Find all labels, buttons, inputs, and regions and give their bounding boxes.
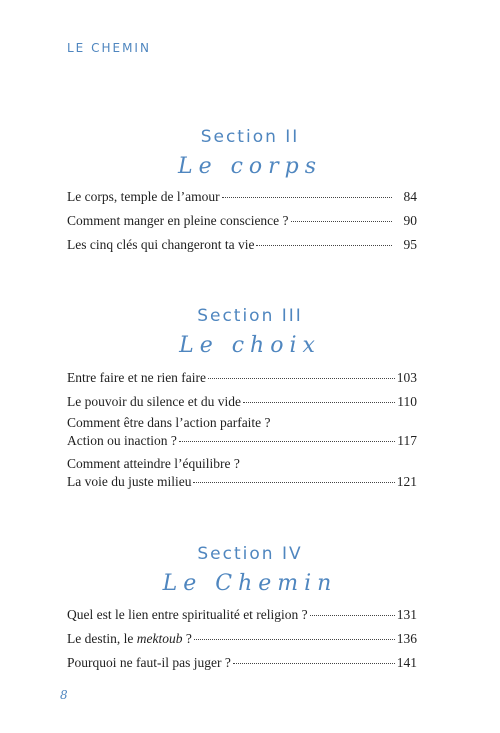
toc-entry-title-part: ? xyxy=(182,631,192,646)
page-number: 8 xyxy=(60,688,68,702)
toc-page-number: 141 xyxy=(396,655,417,670)
toc-entry-title-part: Le destin, le xyxy=(67,631,137,646)
toc-entry[interactable] xyxy=(67,473,417,491)
toc-entry[interactable] xyxy=(67,606,417,624)
section-title: Le Chemin xyxy=(162,571,338,596)
toc-page-number: 84 xyxy=(403,189,417,204)
dot-leader xyxy=(233,663,395,664)
toc-entry-title: Comment être dans l’action parfaite ? xyxy=(67,415,271,430)
toc-entry-title: La voie du juste milieu xyxy=(67,474,192,489)
toc-entry-title: Comment manger en pleine conscience ? xyxy=(67,213,289,228)
toc-entry-line1[interactable] xyxy=(67,455,417,473)
toc-entry[interactable] xyxy=(67,630,417,648)
section-label: Section III xyxy=(197,306,303,326)
toc-entry-title: Entre faire et ne rien faire xyxy=(67,370,207,385)
toc-entry-title xyxy=(67,630,192,648)
toc-entry-line1[interactable] xyxy=(67,414,417,432)
toc-page-number: 95 xyxy=(403,237,417,252)
toc-page-number: 103 xyxy=(396,370,417,385)
toc-page-number: 136 xyxy=(396,631,417,646)
section-heading-4 xyxy=(0,543,500,599)
toc-entry-title: Le corps, temple de l’amour xyxy=(67,189,220,204)
section-heading-2 xyxy=(0,126,500,182)
toc-entry[interactable] xyxy=(67,212,417,230)
toc-page-number: 90 xyxy=(403,213,417,228)
toc-entry[interactable] xyxy=(67,236,417,254)
dot-leader xyxy=(243,402,395,403)
running-head: LE CHEMIN xyxy=(67,41,151,55)
section-title: Le corps xyxy=(177,154,323,179)
section-heading-3 xyxy=(0,305,500,361)
dot-leader xyxy=(194,639,395,640)
toc-entry[interactable] xyxy=(67,654,417,672)
toc-page-number: 121 xyxy=(396,474,417,489)
toc-entry-title: Le pouvoir du silence et du vide xyxy=(67,394,241,409)
toc-entry-title: Comment atteindre l’équilibre ? xyxy=(67,456,240,471)
dot-leader xyxy=(179,441,395,442)
section-title: Le choix xyxy=(179,333,321,358)
dot-leader xyxy=(310,615,395,616)
toc-entry-title: Quel est le lien entre spiritualité et religion ? xyxy=(67,607,308,622)
toc-entry-title: Pourquoi ne faut-il pas juger ? xyxy=(67,655,231,670)
toc-entry[interactable] xyxy=(67,369,417,387)
toc-page-number: 117 xyxy=(397,433,417,448)
toc-page-number: 110 xyxy=(397,394,417,409)
toc-entry-title: Les cinq clés qui changeront ta vie xyxy=(67,237,255,252)
toc-page-number: 131 xyxy=(396,607,417,622)
toc-entry[interactable] xyxy=(67,432,417,450)
section-label: Section II xyxy=(200,127,300,147)
dot-leader xyxy=(222,197,392,198)
dot-leader xyxy=(256,245,391,246)
dot-leader xyxy=(208,378,395,379)
toc-entry-title-italic: mektoub xyxy=(136,631,183,646)
dot-leader xyxy=(291,221,392,222)
toc-entry-title: Action ou inaction ? xyxy=(67,433,177,448)
dot-leader xyxy=(193,482,394,483)
section-label: Section IV xyxy=(197,544,303,564)
toc-entry[interactable] xyxy=(67,188,417,206)
toc-entry[interactable] xyxy=(67,393,417,411)
